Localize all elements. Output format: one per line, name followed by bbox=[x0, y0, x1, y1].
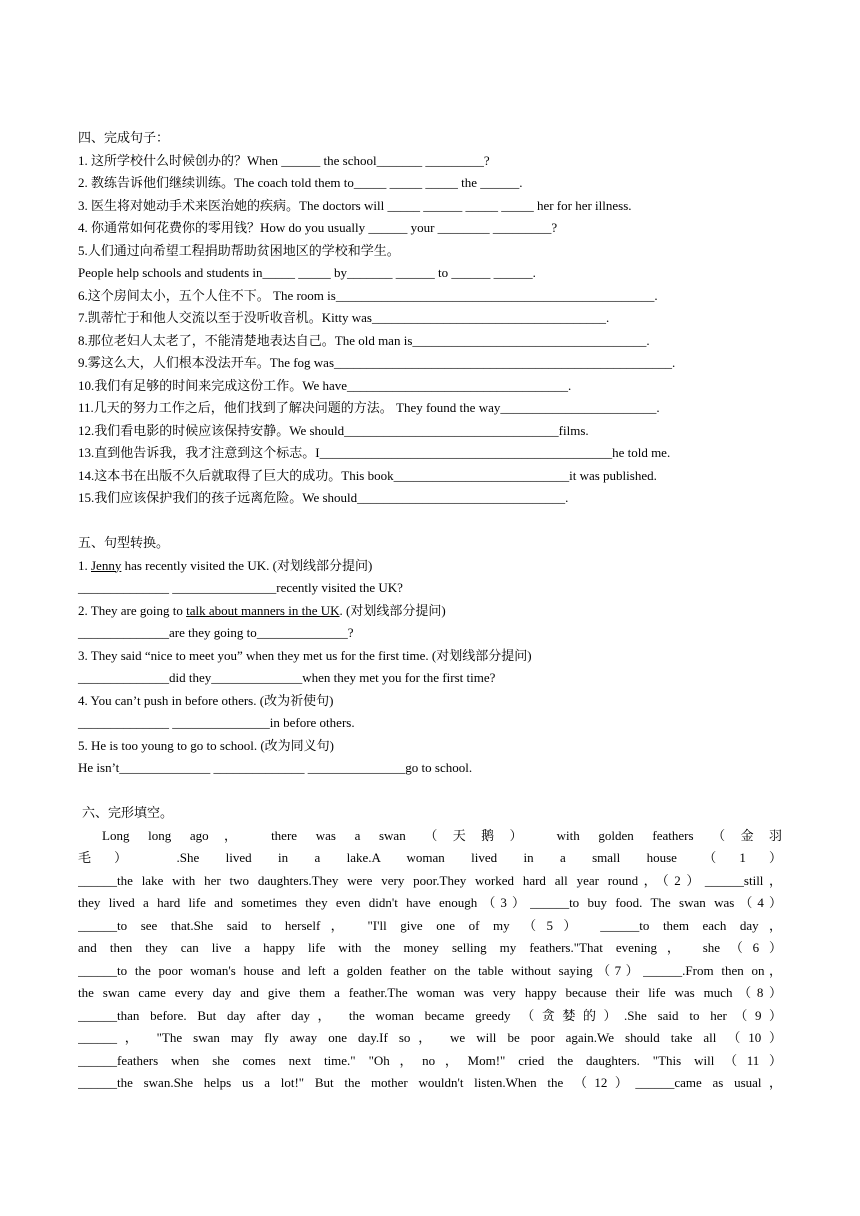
passage-line: ______the swan.She helps us a lot!" But the mother wouldn't listen.When the （12）______came as usual， bbox=[78, 1075, 782, 1090]
underlined-part: Jenny bbox=[91, 557, 122, 573]
cloze-passage bbox=[78, 825, 782, 1095]
passage-line: ______the lake with her two daughters.They were very poor.They worked hard all year round，（2）______still， bbox=[78, 872, 782, 888]
passage-line: the swan came every day and give them a feather.The woman was very happy because their life was much（8） bbox=[78, 985, 782, 1000]
transform-question-3: 3. They said “nice to meet you” when they met us for the first time. (对划线部分提问) bbox=[78, 647, 532, 663]
passage-line: they lived a hard life and sometimes they even didn't have enough（3）______to buy food. The swan was（4） bbox=[78, 895, 782, 910]
transform-question-2 bbox=[78, 600, 782, 623]
sentence-item: 10.我们有足够的时间来完成这份工作。We have__________________________________. bbox=[78, 377, 572, 393]
question-rest: . (对划线部分提问) bbox=[339, 602, 446, 618]
sentence-item: 6.这个房间太小，五个人住不下。 The room is_________________________________________________. bbox=[78, 287, 658, 303]
sentence-item: 12.我们看电影的时候应该保持安静。We should_________________________________films. bbox=[78, 422, 589, 438]
transform-question-5: 5. He is too young to go to school. (改为同义句) bbox=[78, 737, 335, 753]
section-4-items bbox=[78, 150, 782, 510]
sentence-item: 3. 医生将对她动手术来医治她的疾病。The doctors will _____ ______ _____ _____ her for her illness. bbox=[78, 197, 632, 213]
sentence-item: 14.这本书在出版不久后就取得了巨大的成功。This book___________________________it was published. bbox=[78, 467, 657, 483]
passage-line: ______to the poor woman's house and left a golden feather on the table without saying（7）______.From then on， bbox=[78, 962, 782, 978]
spacer bbox=[78, 780, 782, 803]
question-rest: has recently visited the UK. (对划线部分提问) bbox=[121, 557, 373, 573]
passage-line: ______to see that.She said to herself， "I'll give one of my （5） ______to them each day， bbox=[78, 917, 782, 933]
sentence-item: 4. 你通常如何花费你的零用钱？How do you usually ______ your ________ _________? bbox=[78, 220, 558, 235]
passage-line: ______feathers when she comes next time." "Oh，no，Mom!" cried the daughters. "This will（11） bbox=[78, 1052, 782, 1068]
underlined-part: talk about manners in the UK bbox=[186, 602, 340, 618]
transform-question-4: 4. You can’t push in before others. (改为祈使句) bbox=[78, 692, 334, 708]
transform-answer-3: ______________did they______________when they met you for the first time? bbox=[78, 670, 496, 685]
sentence-item: 9.雾这么大，人们根本没法开车。The fog was____________________________________________________. bbox=[78, 355, 676, 370]
passage-line: ______， "The swan may fly away one day.If so， we will be poor again.We should take all （10） bbox=[78, 1030, 782, 1045]
passage-line: ______than before. But day after day， the woman became greedy （贪婪的）.She said to her（9） bbox=[78, 1007, 782, 1023]
sentence-item: People help schools and students in_____ _____ by_______ ______ to ______ ______. bbox=[78, 265, 536, 280]
transform-answer-2: ______________are they going to______________? bbox=[78, 625, 354, 640]
sentence-item: 8.那位老妇人太老了，不能清楚地表达自己。The old man is____________________________________. bbox=[78, 332, 650, 348]
sentence-item: 13.直到他告诉我，我才注意到这个标志。I_____________________________________________he told me. bbox=[78, 445, 671, 460]
passage-line: and then they can live a happy life with the money selling my feathers."That evening， she（6） bbox=[78, 940, 782, 955]
sentence-item: 5.人们通过向希望工程捐助帮助贫困地区的学校和学生。 bbox=[78, 242, 400, 258]
transform-answer-5: He isn’t______________ ______________ _______________go to school. bbox=[78, 760, 473, 775]
sentence-item: 2. 教练告诉他们继续训练。The coach told them to_____ _____ _____ the ______. bbox=[78, 175, 523, 190]
question-number: 2. They are going to bbox=[78, 602, 187, 618]
passage-line: Long long ago， there was a swan （天鹅） with golden feathers （金羽 bbox=[102, 827, 782, 843]
transform-answer-4: ______________ _______________in before others. bbox=[78, 715, 355, 730]
sentence-item: 15.我们应该保护我们的孩子远离危险。We should________________________________. bbox=[78, 490, 569, 505]
section-5-title: 五、句型转换。 bbox=[78, 535, 170, 550]
sentence-item: 11.几天的努力工作之后，他们找到了解决问题的方法。 They found the way________________________. bbox=[78, 400, 660, 415]
passage-line: 毛） .She lived in a lake.A woman lived in a small house （1） bbox=[78, 850, 782, 865]
transform-answer-1: ______________ ________________recently visited the UK? bbox=[78, 580, 403, 595]
sentence-item: 1. 这所学校什么时候创办的？When ______ the school_______ _________? bbox=[78, 152, 490, 168]
question-number: 1. bbox=[78, 557, 91, 573]
section-6-title: 六、完形填空。 bbox=[82, 805, 174, 820]
section-4-title: 四、完成句子： bbox=[78, 130, 170, 145]
worksheet-content bbox=[78, 127, 782, 1095]
transform-question-1 bbox=[78, 555, 782, 578]
sentence-item: 7.凯蒂忙于和他人交流以至于没听收音机。Kitty was____________________________________. bbox=[78, 310, 610, 325]
spacer bbox=[78, 510, 782, 533]
